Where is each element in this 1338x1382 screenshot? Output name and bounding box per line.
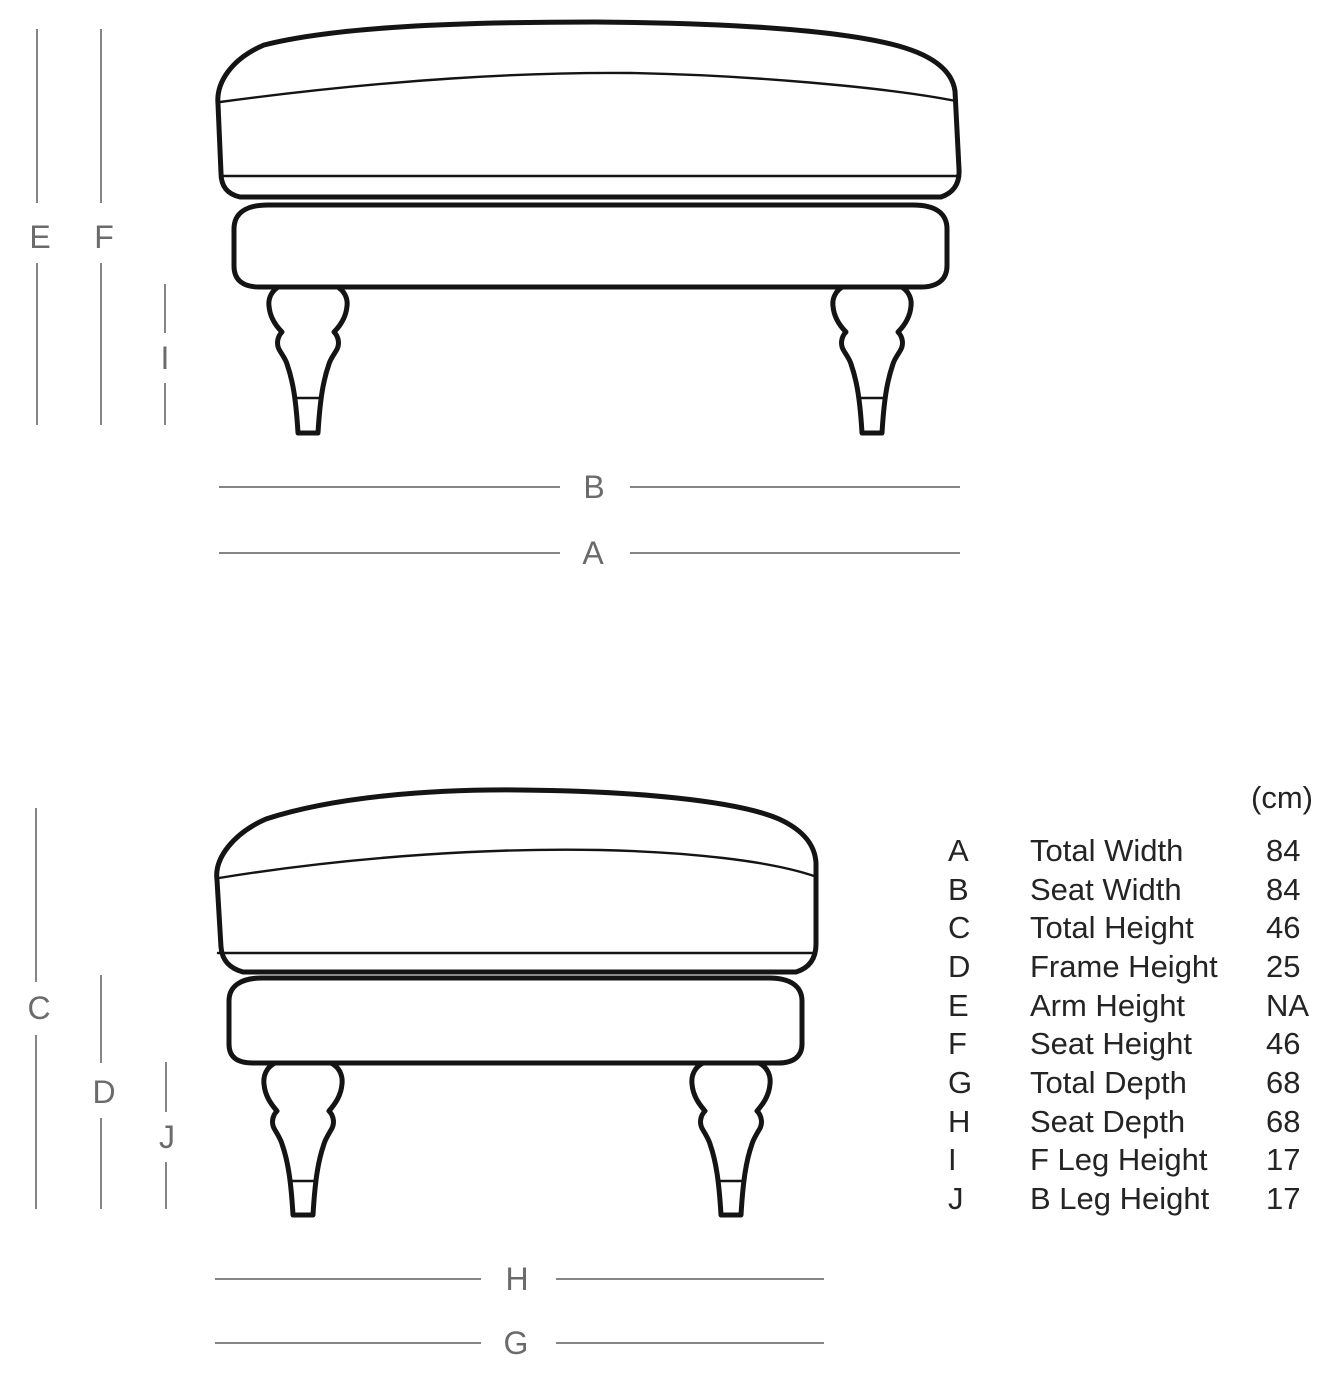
row-key: E [948, 987, 969, 1023]
side-view-drawing [217, 790, 816, 1215]
table-row [948, 908, 1320, 947]
row-name: Total Depth [1030, 1064, 1187, 1100]
row-key: F [948, 1026, 967, 1062]
row-value: NA [1266, 987, 1310, 1023]
dim-label-seat-width: B [583, 469, 605, 505]
side-base-frame [229, 978, 802, 1063]
row-name: F Leg Height [1030, 1142, 1208, 1178]
dim-label-arm-height: E [29, 219, 51, 255]
dim-label-seat-height: F [94, 219, 114, 255]
table-row [948, 1024, 1320, 1063]
row-value: 46 [1266, 1026, 1301, 1062]
dim-label-total-height: C [27, 990, 51, 1026]
table-row [948, 1063, 1320, 1102]
unit-header: (cm) [1251, 780, 1313, 815]
front-left-leg [269, 286, 347, 433]
side-right-leg [692, 1063, 770, 1215]
front-cushion-outline [218, 22, 959, 197]
row-name: Frame Height [1030, 948, 1218, 984]
table-row [948, 1102, 1320, 1141]
row-name: Seat Width [1030, 871, 1182, 907]
row-value: 17 [1266, 1181, 1301, 1217]
dim-label-frame-height: D [92, 1074, 116, 1110]
dim-label-total-width: A [582, 535, 604, 571]
row-value: 84 [1266, 871, 1301, 907]
row-value: 68 [1266, 1064, 1301, 1100]
table-row [948, 1179, 1320, 1218]
row-name: Seat Depth [1030, 1103, 1186, 1139]
side-left-leg [264, 1063, 342, 1215]
row-name: Seat Height [1030, 1026, 1192, 1062]
row-name: B Leg Height [1030, 1181, 1210, 1217]
dim-label-total-depth: G [503, 1325, 529, 1361]
row-name: Total Height [1030, 910, 1194, 946]
dim-label-seat-depth: H [505, 1261, 529, 1297]
front-right-leg [833, 286, 911, 433]
table-row [948, 986, 1320, 1025]
row-key: C [948, 910, 971, 946]
front-base-frame [234, 205, 947, 287]
row-name: Total Width [1030, 832, 1184, 868]
row-value: 68 [1266, 1103, 1301, 1139]
front-view-drawing [218, 22, 959, 433]
row-value: 25 [1266, 948, 1301, 984]
dim-label-back-leg-height: J [159, 1119, 175, 1155]
row-key: B [948, 871, 969, 907]
row-value: 46 [1266, 910, 1301, 946]
table-row [948, 831, 1320, 870]
row-key: D [948, 948, 971, 984]
row-name: Arm Height [1030, 987, 1186, 1023]
row-key: J [948, 1181, 964, 1217]
side-cushion-outline [217, 790, 816, 972]
row-key: G [948, 1064, 973, 1100]
row-key: H [948, 1103, 971, 1139]
row-key: A [948, 832, 969, 868]
row-value: 84 [1266, 832, 1301, 868]
row-value: 17 [1266, 1142, 1301, 1178]
dim-label-front-leg-height: I [160, 340, 170, 376]
dimensions-table [948, 831, 1320, 1218]
row-key: I [948, 1142, 957, 1178]
table-row [948, 1141, 1320, 1180]
table-row [948, 947, 1320, 986]
table-row [948, 870, 1320, 909]
